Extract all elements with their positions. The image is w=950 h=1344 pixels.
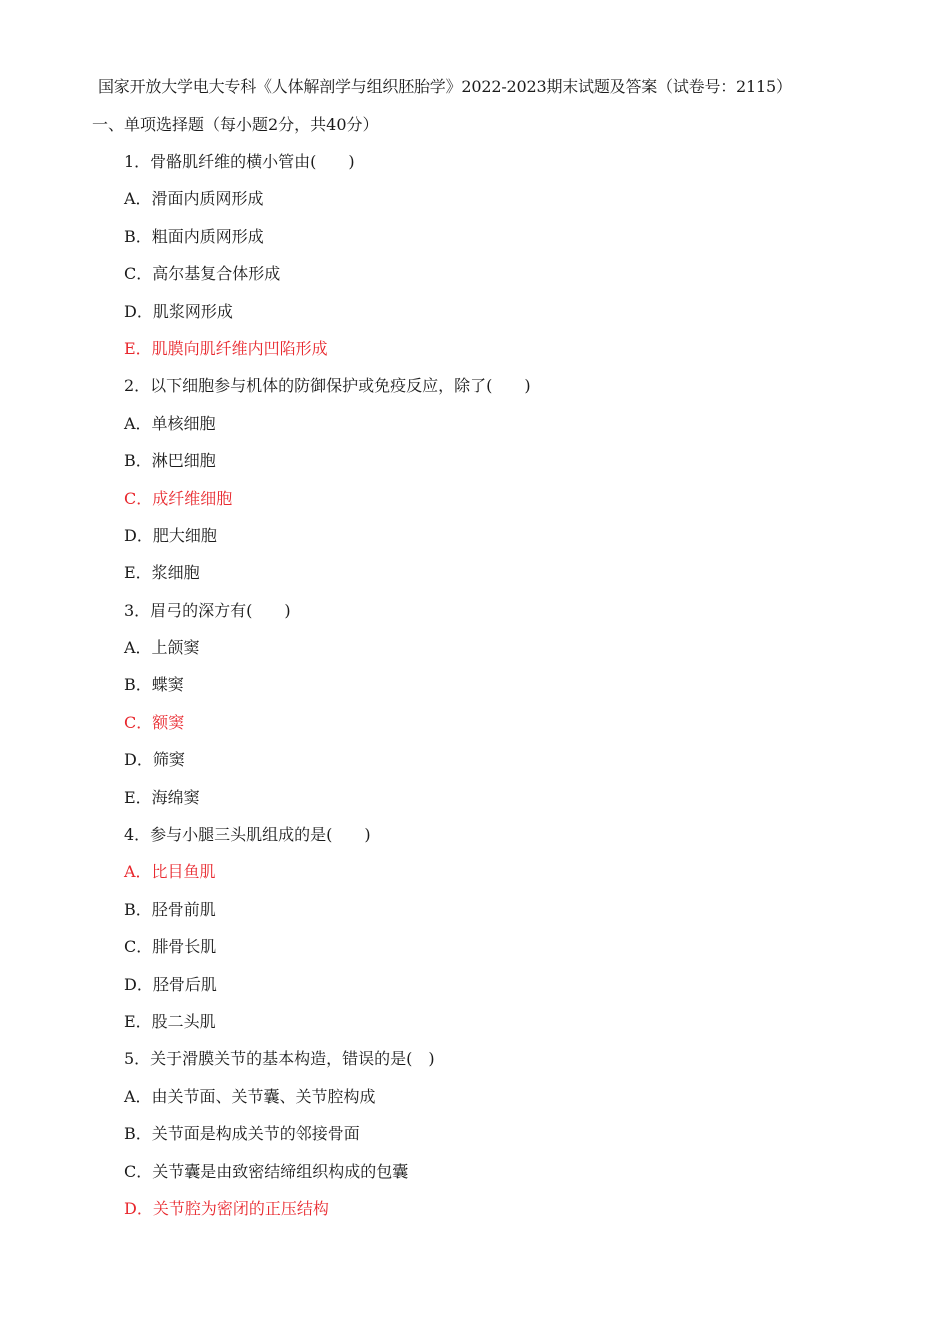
section-heading: 一、单项选择题（每小题2分，共40分） [92, 115, 379, 134]
answer-option: B．粗面内质网形成 [124, 226, 264, 246]
answer-option: C．腓骨长肌 [124, 937, 217, 957]
question-stem: 4．参与小腿三头肌组成的是( ) [124, 825, 371, 845]
question-stem: 3．眉弓的深方有( ) [124, 600, 291, 620]
answer-option: B．关节面是构成关节的邻接骨面 [124, 1124, 360, 1144]
answer-option-correct: D．关节腔为密闭的正压结构 [124, 1198, 329, 1218]
answer-option: E．股二头肌 [124, 1011, 216, 1031]
answer-option-correct: C．成纤维细胞 [124, 488, 233, 508]
answer-option: A．由关节面、关节囊、关节腔构成 [124, 1086, 376, 1106]
answer-option: D．肌浆网形成 [124, 301, 233, 321]
answer-option: E．浆细胞 [124, 563, 200, 583]
answer-option: B．胫骨前肌 [124, 899, 216, 919]
question-stem: 2．以下细胞参与机体的防御保护或免疫反应，除了( ) [124, 376, 531, 396]
answer-option: B．蝶窦 [124, 675, 184, 695]
answer-option: B．淋巴细胞 [124, 451, 216, 471]
answer-option: D．肥大细胞 [124, 525, 217, 545]
document-title: 国家开放大学电大专科《人体解剖学与组织胚胎学》2022-2023期末试题及答案（试卷号：2115） [98, 77, 792, 96]
answer-option: A．上颌窦 [124, 638, 200, 658]
answer-option-correct: C．额窦 [124, 712, 185, 732]
answer-option: A．单核细胞 [124, 413, 216, 433]
answer-option: E．海绵窦 [124, 787, 200, 807]
answer-option: A．滑面内质网形成 [124, 189, 264, 209]
question-stem: 5．关于滑膜关节的基本构造，错误的是( ) [124, 1049, 435, 1069]
answer-option: D．胫骨后肌 [124, 974, 217, 994]
answer-option-correct: E．肌膜向肌纤维内凹陷形成 [124, 338, 328, 358]
answer-option: C．高尔基复合体形成 [124, 264, 281, 284]
answer-option: D．筛窦 [124, 750, 185, 770]
answer-option: C．关节囊是由致密结缔组织构成的包囊 [124, 1161, 409, 1181]
answer-option-correct: A．比目鱼肌 [124, 862, 216, 882]
question-list [124, 151, 904, 1235]
question-stem: 1．骨骼肌纤维的横小管由( ) [124, 152, 355, 171]
